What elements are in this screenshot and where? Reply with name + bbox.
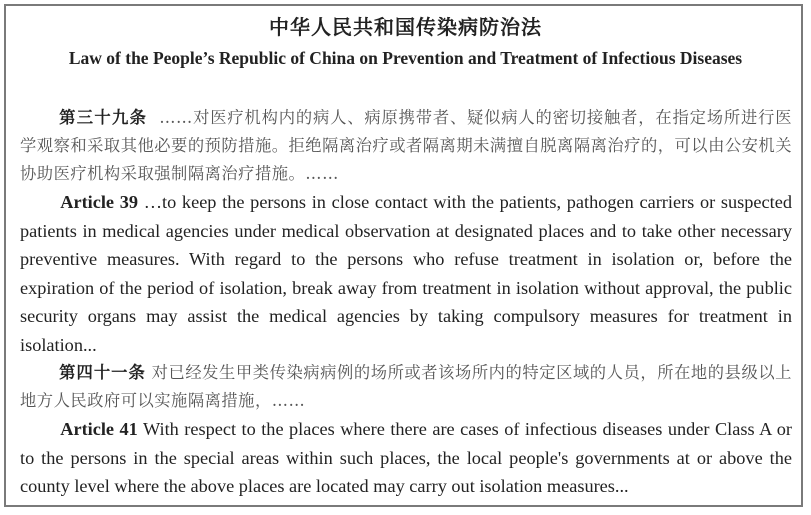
article-41-chinese-text: 对已经发生甲类传染病病例的场所或者该场所内的特定区域的人员，所在地的县级以上地方人民政府可以实施隔离措施，…… (20, 363, 792, 410)
article-41-chinese-label: 第四十一条 (59, 363, 146, 382)
article-39-chinese-label: 第三十九条 (59, 108, 148, 127)
article-39-chinese-text: ……对医疗机构内的病人、病原携带者、疑似病人的密切接触者，在指定场所进行医学观察和采取其他必要的预防措施。拒绝隔离治疗或者隔离期未满擅自脱离隔离治疗的，可以由公安机关协助医疗机构采取强制隔离治疗措施。…… (20, 108, 792, 183)
document-body (20, 104, 792, 501)
article-41-english-text: With respect to the places where there are cases of infectious diseases under Class A or to the persons in the special areas within such places, the local people's governments at or above the county level where the above places are located may carry out isolation measures... (20, 419, 792, 496)
article-41-english-label: Article 41 (60, 419, 138, 439)
article-41-chinese (20, 359, 792, 415)
article-39-english-label: Article 39 (60, 192, 139, 212)
document-frame (4, 4, 803, 507)
article-41-english (20, 415, 792, 501)
article-39-chinese (20, 104, 792, 188)
chinese-title: 中华人民共和国传染病防治法 (269, 15, 542, 39)
article-39-english-text: …to keep the persons in close contact with the patients, pathogen carriers or suspected patients in medical agencies under medical observation at designated places and to take other necessary preventive measures. With regard to the persons who refuse treatment in isolation or, before the expiration of the period of isolation, break away from treatment in isolation without approval, the public security organs may assist the medical agencies by taking compulsory measures for treatment in isolation... (20, 192, 792, 355)
english-title: Law of the People’s Republic of China on Prevention and Treatment of Infectious Diseases (68, 48, 743, 68)
article-39-english (20, 188, 792, 359)
